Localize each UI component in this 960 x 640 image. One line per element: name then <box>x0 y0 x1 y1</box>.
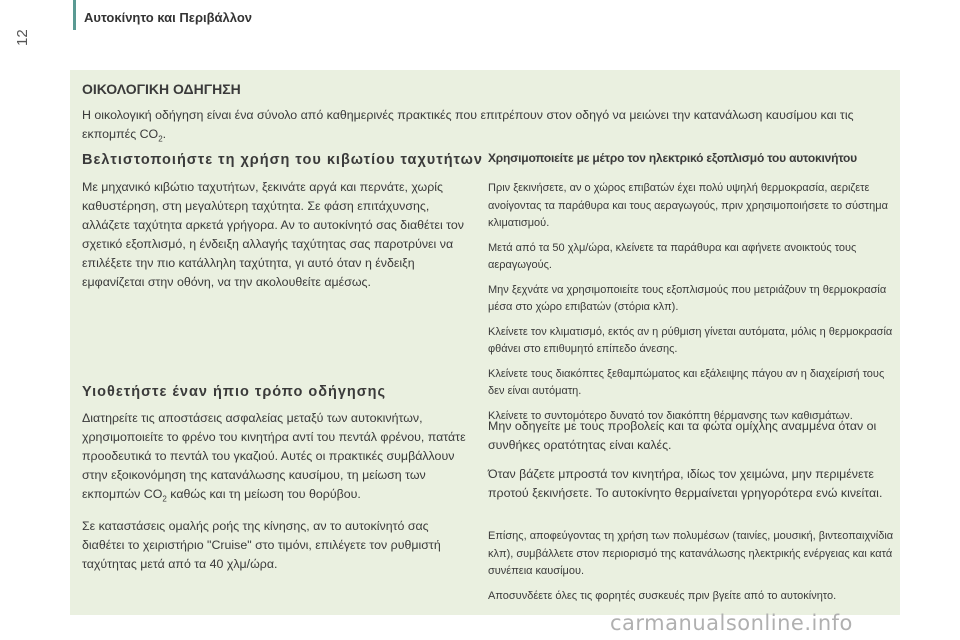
driving-text-end: καθώς και τη μείωση του θορύβου. <box>166 487 361 501</box>
driving-text: Διατηρείτε τις αποστάσεις ασφαλείας μεταξύ των αυτοκινήτων, χρησιμοποιείτε το φρένο του κινητήρα αντί του πεντάλ φρένου, πατάτε προοδευτικά το πεντάλ του γκαζιού. Αυτές οι πρακτικές συμβάλλουν στην εξοικονόμηση της κατανάλωσης καυσίμου, τη μείωση των εκπομπών CO <box>82 411 466 501</box>
left-heading-driving: Υιοθετήστε έναν ήπιο τρόπο οδήγησης <box>82 384 387 400</box>
driving-subscript: 2 <box>162 494 167 504</box>
tip-shades: Μην ξεχνάτε να χρησιμοποιείτε τους εξοπλισμούς που μετριάζουν τη θερμοκρασία μέσα στο χώρο επιβατών (στόρια κλπ). <box>488 283 887 313</box>
tip-close-windows: Μετά από τα 50 χλμ/ώρα, κλείνετε τα παράθυρα και αφήνετε ανοικτούς τους αεραγωγούς. <box>488 241 857 271</box>
left-paragraph-gearbox: Με μηχανικό κιβώτιο ταχυτήτων, ξεκινάτε αργά και περνάτε, χωρίς καθυστέρηση, στη μεγαλύτερη ταχύτητα. Σε φάση επιτάχυνσης, αλλάζετε ταχύτητα αρκετά γρήγορα. Αν το αυτοκίνητό σας διαθέτει τον σχετικό εξοπλισμό, η ένδειξη αλλαγής ταχύτητας σας παροτρύνει να επιλέξετε την πιο κατάλληλη ταχύτητα, γι αυτό όταν η ένδειξη εμφανίζεται στην οθόνη, να την ακολουθείτε αμέσως. <box>82 180 464 289</box>
right-list-electrical <box>488 180 896 432</box>
right-list-multimedia <box>488 528 896 612</box>
tip-devices: Αποσυνδέετε όλες τις φορητές συσκευές πριν βγείτε από το αυτοκίνητο. <box>488 589 837 602</box>
page-title: ΟΙΚΟΛΟΓΙΚΗ ΟΔΗΓΗΣΗ <box>82 81 241 97</box>
left-paragraph-cruise: Σε καταστάσεις ομαλής ροής της κίνησης, αν το αυτοκίνητό σας διαθέτει το χειριστήριο "Cruise" στο τιμόνι, επιλέγετε τον ρυθμιστή ταχύτητας μετά από τα 40 χλμ/ώρα. <box>82 519 441 571</box>
intro-paragraph <box>82 106 882 148</box>
tip-ac-off: Κλείνετε τον κλιματισμό, εκτός αν η ρύθμιση γίνεται αυτόματα, μόλις η θερμοκρασία φθάνει στο επιθυμητό επίπεδο άνεσης. <box>488 325 893 355</box>
tip-ventilate: Πριν ξεκινήσετε, αν ο χώρος επιβατών έχει πολύ υψηλή θερμοκρασία, αεριζετε ανοίγοντας τα παράθυρα και τους αεραγωγούς, πριν χρησιμοποιήσετε το σύστημα κλιματισμού. <box>488 182 888 229</box>
left-paragraph-driving <box>82 409 474 508</box>
page-number: 12 <box>14 29 31 46</box>
right-paragraph-engine: Όταν βάζετε μπροστά τον κινητήρα, ιδίως τον χειμώνα, μην περιμένετε προτού ξεκινήσετε. Το αυτοκίνητο θερμαίνεται γρηγορότερα ενώ κινείται. <box>488 467 883 500</box>
watermark: carmanualsonline.info <box>610 611 853 635</box>
right-paragraph-lights: Μην οδηγείτε με τους προβολείς και τα φώτα ομίχλης αναμμένα όταν οι συνθήκες ορατότητας είναι καλές. <box>488 419 877 452</box>
tip-multimedia: Επίσης, αποφεύγοντας τη χρήση των πολυμέσων (ταινίες, μουσική, βιντεοπαιχνίδια κλπ), συμβάλλετε στον περιορισμό της κατανάλωσης ηλεκτρικής ενέργειας και κατά συνέπεια καυσίμου. <box>488 530 894 577</box>
right-heading-electrical: Χρησιμοποιείτε με μέτρο τον ηλεκτρικό εξοπλισμό του αυτοκινήτου <box>488 151 857 165</box>
left-heading-gearbox: Βελτιστοποιήστε τη χρήση του κιβωτίου ταχυτήτων <box>82 152 483 168</box>
tip-defrost: Κλείνετε τους διακόπτες ξεθαμπώματος και εξάλειψης πάγου αν η διαχείρισή τους δεν είναι αυτόματη. <box>488 367 885 397</box>
intro-text: Η οικολογική οδήγηση είναι ένα σύνολο από καθημερινές πρακτικές που επιτρέπουν στον οδηγό να μειώνει την κατανάλωση καυσίμου και τις εκπομπές CO <box>82 108 854 141</box>
section-header: Αυτοκίνητο και Περιβάλλον <box>84 10 253 25</box>
tip-seat-heating: Κλείνετε το συντομότερο δυνατό τον διακόπτη θέρμανσης των καθισμάτων. <box>488 409 853 422</box>
intro-text-end: . <box>162 127 167 141</box>
intro-subscript: 2 <box>158 134 163 144</box>
accent-bar <box>73 0 76 30</box>
